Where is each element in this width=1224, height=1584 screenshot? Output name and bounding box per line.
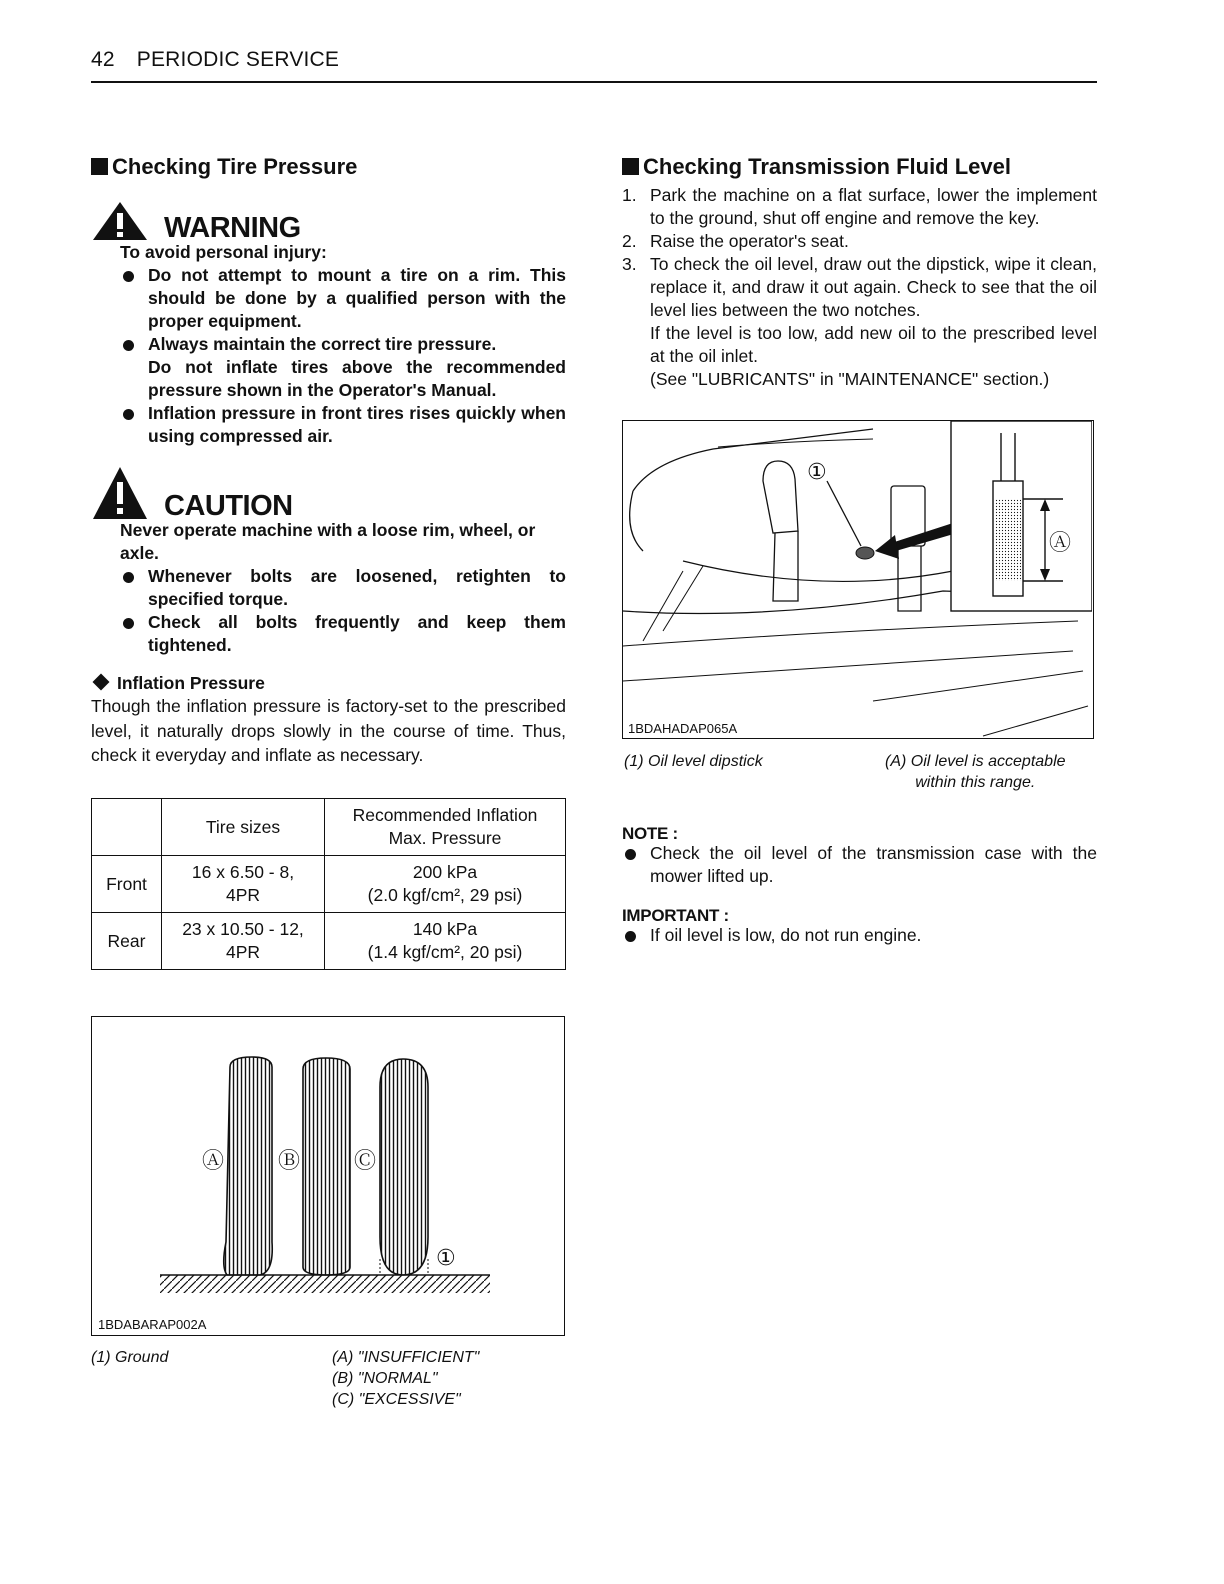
inflation-text: Though the inflation pressure is factory-set to the prescribed level, it naturally drops slowly in the course of time. Thus, check it everyday and inflate as necessary. — [91, 696, 566, 765]
table-cell: 23 x 10.50 - 12, 4PR — [162, 913, 325, 970]
important-list — [622, 924, 1097, 947]
important-label: IMPORTANT : — [622, 906, 729, 925]
figure-id: 1BDABARAP002A — [98, 1317, 207, 1332]
warning-list — [120, 264, 566, 448]
table-cell — [92, 799, 162, 856]
table-header-cell: Recommended Inflation Max. Pressure — [325, 799, 566, 856]
table-cell: Rear — [92, 913, 162, 970]
bullet-icon — [123, 271, 134, 282]
figure-id: 1BDAHADAP065A — [628, 721, 738, 736]
header-rule — [91, 81, 1097, 83]
tire-pressure-heading: Checking Tire Pressure — [91, 154, 357, 180]
list-item: Whenever bolts are loosened, retighten to specified torque. — [120, 565, 566, 611]
caution-word: CAUTION — [164, 490, 293, 522]
square-bullet-icon — [91, 158, 108, 175]
table-header-row — [92, 799, 566, 856]
page-number: 42 — [91, 48, 115, 71]
label-range: Ⓐ — [1049, 530, 1072, 555]
warning-triangle-icon — [91, 200, 149, 242]
list-item: Check the oil level of the transmission case with the mower lifted up. — [622, 842, 1097, 888]
page-header — [91, 48, 339, 72]
table-cell: 140 kPa (1.4 kgf/cm², 20 psi) — [325, 913, 566, 970]
tire-figure — [91, 1016, 565, 1336]
table-row — [92, 856, 566, 913]
bullet-icon — [123, 618, 134, 629]
caption-dipstick: (1) Oil level dipstick — [624, 753, 763, 770]
dipstick-illustration — [623, 421, 1092, 737]
square-bullet-icon — [622, 158, 639, 175]
label-a: Ⓐ — [202, 1148, 225, 1173]
table-cell: 200 kPa (2.0 kgf/cm², 29 psi) — [325, 856, 566, 913]
note-label: NOTE : — [622, 824, 678, 843]
bullet-icon — [123, 572, 134, 583]
tire-illustration — [92, 1017, 563, 1334]
list-item: 2. Raise the operator's seat. — [622, 231, 849, 251]
label-dipstick: ① — [807, 459, 827, 484]
dipstick-figure — [622, 420, 1094, 739]
table-cell: Front — [92, 856, 162, 913]
caption-ground: (1) Ground — [91, 1349, 169, 1366]
label-b: Ⓑ — [278, 1148, 301, 1173]
list-item: Do not attempt to mount a tire on a rim. This should be done by a qualified person with the proper equipment. — [120, 264, 566, 333]
list-item: 1. Park the machine on a flat surface, lower the implement to the ground, shut off engine and remove the key. — [622, 185, 1097, 228]
steps-list — [622, 184, 1097, 391]
table-row — [92, 913, 566, 970]
caution-intro: Never operate machine with a loose rim, wheel, or axle. — [120, 520, 536, 563]
caution-list — [120, 565, 566, 657]
caption-legend: (A) "INSUFFICIENT" (B) "NORMAL" (C) "EXCESSIVE" — [332, 1349, 480, 1408]
caption-range: (A) Oil level is acceptable within this range. — [885, 753, 1066, 791]
bullet-icon — [123, 409, 134, 420]
transmission-heading: Checking Transmission Fluid Level — [622, 154, 1011, 180]
inflation-heading: Inflation Pressure — [91, 672, 265, 695]
list-item: Check all bolts frequently and keep them tightened. — [120, 611, 566, 657]
section-title: PERIODIC SERVICE — [136, 48, 340, 71]
table-cell: 16 x 6.50 - 8, 4PR — [162, 856, 325, 913]
note-list — [622, 842, 1097, 888]
warning-intro: To avoid personal injury: — [120, 242, 327, 262]
list-item: Inflation pressure in front tires rises quickly when using compressed air. — [120, 402, 566, 448]
bullet-icon — [123, 340, 134, 351]
bullet-icon — [625, 849, 636, 860]
label-c: Ⓒ — [354, 1148, 377, 1173]
bullet-icon — [625, 931, 636, 942]
table-header-cell: Tire sizes — [162, 799, 325, 856]
list-item: 3. To check the oil level, draw out the dipstick, wipe it clean, replace it, and draw it out again. Check to see that the oil level lies between the two notches. If the level is too low, add new oil to the prescribed level at the oil inlet. (See "LUBRICANTS" in "MAINTENANCE" section.) — [622, 254, 1097, 389]
list-item: Always maintain the correct tire pressure. Do not inflate tires above the recommended pressure shown in the Operator's Manual. — [120, 333, 566, 402]
warning-word: WARNING — [164, 212, 301, 244]
diamond-bullet-icon — [93, 674, 110, 691]
caution-triangle-icon — [91, 465, 149, 521]
list-item: If oil level is low, do not run engine. — [622, 924, 1097, 947]
tire-pressure-table — [91, 798, 566, 970]
label-ground: ① — [436, 1245, 456, 1270]
